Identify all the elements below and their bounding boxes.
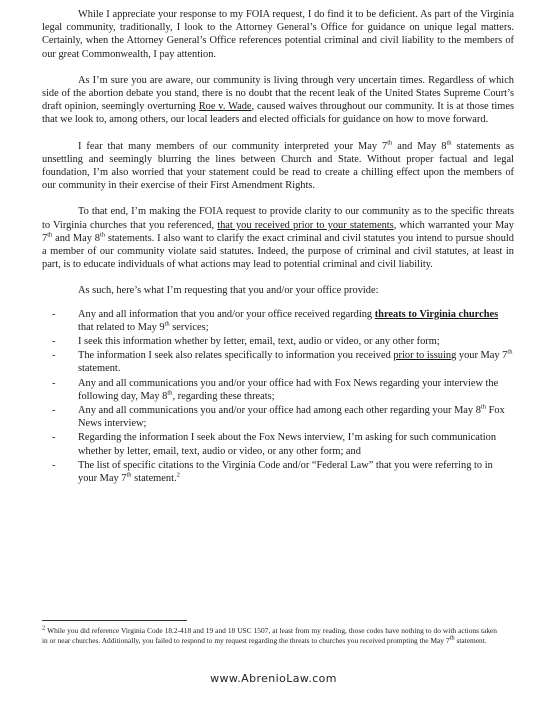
list-item bbox=[42, 349, 514, 375]
ordinal-suffix: th bbox=[167, 389, 173, 397]
ordinal-suffix: th bbox=[99, 231, 106, 239]
ordinal-suffix: th bbox=[164, 320, 170, 328]
paragraph-3-text-c: statements as unsettling and seemingly blurring the lines between Church and State. Without proper factual and legal foundation, I’m also worried that your statement could be read to create a chilling effect upon the members of our community in their exercise of their First Amendment Rights. bbox=[42, 140, 514, 192]
bullet-dash: - bbox=[52, 377, 56, 389]
request-intro: As such, here’s what I’m requesting that you and/or your office provide: bbox=[78, 285, 379, 297]
list-item bbox=[42, 459, 514, 485]
paragraph-4 bbox=[42, 205, 514, 271]
ordinal-suffix: th bbox=[387, 139, 393, 147]
footnote bbox=[42, 626, 497, 646]
footnote-reference[interactable]: 2 bbox=[176, 471, 180, 479]
item-text: services; bbox=[169, 321, 209, 333]
item-text: Any and all communications you and/or your office had among each other regarding your May 8 bbox=[78, 405, 481, 417]
footer-website[interactable]: www.AbrenioLaw.com bbox=[210, 672, 337, 685]
item-text: statement. bbox=[78, 363, 121, 375]
bullet-dash: - bbox=[52, 308, 56, 320]
item-text: that related to May 9 bbox=[78, 321, 165, 333]
paragraph-4-text-a: To that end, I’m making the FOIA request to provide clarity to our community as to the specific threats to Virginia churches that you referenced, bbox=[42, 206, 514, 231]
paragraph-3 bbox=[42, 140, 514, 193]
list-item bbox=[42, 377, 514, 403]
bullet-dash: - bbox=[52, 459, 56, 471]
item-text: Any and all communications you and/or your office had with Fox News regarding your interview the following day, May 8 bbox=[78, 377, 499, 402]
footnote-divider bbox=[42, 620, 187, 621]
case-name-roe-v-wade: Roe v. Wade bbox=[198, 101, 252, 113]
ordinal-suffix: th bbox=[480, 403, 486, 411]
item-text: The information I seek also relates specifically to information you received bbox=[78, 350, 394, 362]
footnote-text-a: While you did reference Virginia Code 18.2-418 and 19 and 18 USC 1507, at least from my reading, those codes have nothing to do with actions taken in or near churches. Additionally, you failed to respond to my request regarding the threats to churches you received prompting the May 7 bbox=[42, 626, 497, 645]
letter-body bbox=[42, 8, 514, 486]
item-text: I seek this information whether by letter, email, text, audio or video, or any other form; bbox=[78, 336, 440, 348]
emphasis-threats: threats to Virginia churches bbox=[374, 308, 499, 320]
bullet-dash: - bbox=[52, 405, 56, 417]
item-text: Any and all information that you and/or your office received regarding bbox=[78, 308, 375, 320]
list-item bbox=[42, 431, 514, 457]
request-list bbox=[42, 308, 514, 486]
item-text: statement. bbox=[131, 473, 177, 485]
ordinal-suffix: th bbox=[449, 634, 455, 642]
item-text: Regarding the information I seek about the Fox News interview, I’m asking for such communication whether by letter, email, text, audio or video, or any other form; and bbox=[78, 432, 497, 457]
paragraph-2-text-b: , caused waives throughout our community. It is at those times that we look to, among others, our local leaders and elected officials for guidance on how to move forward. bbox=[42, 101, 514, 126]
paragraph-3-text-b: and May 8 bbox=[392, 140, 447, 152]
footnote-text-b: statement. bbox=[454, 636, 487, 645]
item-text: , regarding these threats; bbox=[172, 390, 275, 402]
paragraph-4-text-b: , which warranted your May 7 bbox=[42, 219, 514, 244]
list-item bbox=[42, 308, 514, 334]
ordinal-suffix: th bbox=[446, 139, 452, 147]
ordinal-suffix: th bbox=[126, 471, 132, 479]
bullet-dash: - bbox=[52, 336, 56, 348]
list-item bbox=[42, 335, 514, 348]
paragraph-3-text-a: I fear that many members of our community interpreted your May 7 bbox=[78, 140, 388, 152]
paragraph-2 bbox=[42, 74, 514, 127]
bullet-dash: - bbox=[52, 350, 56, 362]
footnote-number: 2 bbox=[42, 624, 46, 632]
underlined-phrase: that you received prior to your statements bbox=[217, 219, 394, 231]
item-text: The list of specific citations to the Virginia Code and/or “Federal Law” that you were referring to in your May 7 bbox=[78, 459, 493, 485]
paragraph-1: While I appreciate your response to my FOIA request, I do find it to be deficient. As part of the Virginia legal community, traditionally, I look to the Attorney General’s Office for guidance on unique legal matters. Certainly, when the Attorney General’s Office references potential criminal and civil liability to the members of our great Commonwealth, I pay attention. bbox=[42, 9, 514, 60]
paragraph-2-text-a: As I’m sure you are aware, our community is living through very uncertain times. Regardless of which side of the abortion debate you stand, there is no doubt that the recent leak of the United States Supreme Court’s draft opinion, seemingly overturning bbox=[42, 74, 514, 113]
ordinal-suffix: th bbox=[507, 348, 513, 356]
underlined-phrase: prior to issuing bbox=[393, 350, 457, 362]
paragraph-4-text-d: statements. I also want to clarify the exact criminal and civil statutes you intend to pursue should a member of our community violate said statutes. Indeed, the purpose of criminal and civil statutes, at least in part, is to educate individuals of what actions may lead to potential criminal and civil liability. bbox=[42, 232, 514, 271]
item-text: Fox News interview; bbox=[78, 405, 505, 430]
bullet-dash: - bbox=[52, 432, 56, 444]
item-text: your May 7 bbox=[456, 350, 508, 362]
list-item bbox=[42, 404, 514, 430]
paragraph-4-text-c: and May 8 bbox=[52, 232, 100, 244]
ordinal-suffix: th bbox=[47, 231, 53, 239]
